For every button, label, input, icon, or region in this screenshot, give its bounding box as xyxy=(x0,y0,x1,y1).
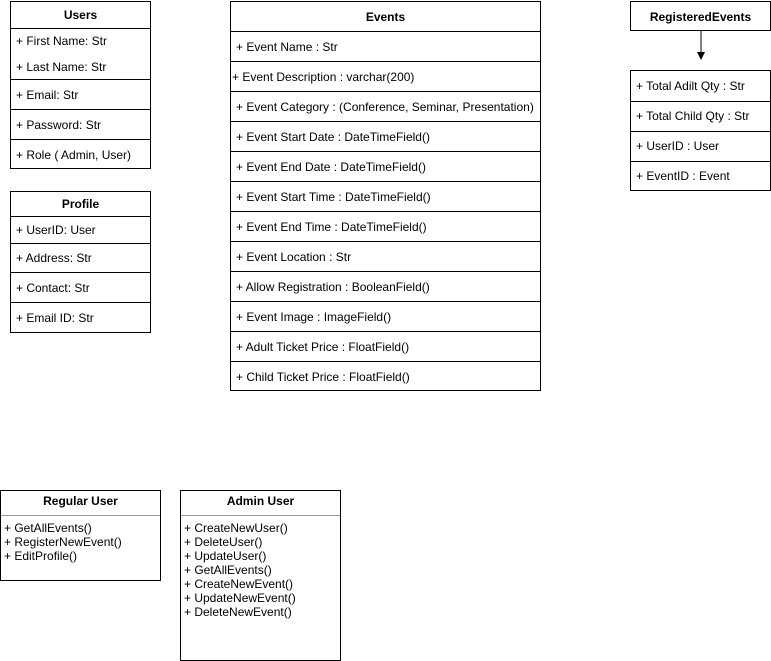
divider xyxy=(11,109,150,110)
regular-user-title: Regular User xyxy=(43,494,118,508)
divider xyxy=(231,121,540,122)
events-field: + Allow Registration : BooleanField() xyxy=(236,280,430,294)
registered-events-field: + Total Adilt Qty : Str xyxy=(636,79,745,93)
events-field: + Event End Date : DateTimeField() xyxy=(236,160,426,174)
divider xyxy=(631,161,770,162)
events-field: + Event End Time : DateTimeField() xyxy=(236,220,427,234)
admin-user-method: + CreateNewEvent() xyxy=(184,577,294,591)
divider xyxy=(631,101,770,102)
divider xyxy=(11,243,150,244)
events-field: + Event Name : Str xyxy=(236,40,338,54)
events-field: + Event Start Time : DateTimeField() xyxy=(236,190,431,204)
profile-field: + Address: Str xyxy=(16,251,92,265)
divider xyxy=(231,301,540,302)
divider xyxy=(231,31,540,32)
profile-class[interactable] xyxy=(10,191,151,333)
divider xyxy=(231,331,540,332)
divider xyxy=(1,515,160,516)
events-field: + Event Description : varchar(200) xyxy=(232,70,415,84)
admin-user-method: + DeleteUser() xyxy=(184,535,263,549)
events-field: + Child Ticket Price : FloatField() xyxy=(236,370,410,384)
divider xyxy=(11,272,150,273)
divider xyxy=(631,131,770,132)
registered-events-field: + UserID : User xyxy=(636,139,720,153)
events-field: + Event Location : Str xyxy=(236,250,352,264)
profile-field: + Contact: Str xyxy=(16,281,90,295)
users-field: + Last Name: Str xyxy=(16,60,107,74)
admin-user-method: + UpdateNewEvent() xyxy=(184,591,296,605)
divider xyxy=(231,241,540,242)
registered-events-fields[interactable] xyxy=(630,70,771,191)
divider xyxy=(231,151,540,152)
admin-user-methods xyxy=(184,521,296,619)
users-field: + Email: Str xyxy=(16,88,79,102)
events-field: + Event Category : (Conference, Seminar, Presentation) xyxy=(236,100,534,114)
events-field: + Adult Ticket Price : FloatField() xyxy=(236,340,410,354)
profile-field: + UserID: User xyxy=(16,223,96,237)
users-class-title: Users xyxy=(63,8,98,22)
arrow-down-icon xyxy=(693,31,709,61)
regular-user-method: + EditProfile() xyxy=(4,549,78,563)
divider xyxy=(231,181,540,182)
divider xyxy=(11,139,150,140)
events-class[interactable] xyxy=(230,1,541,391)
divider xyxy=(181,515,340,516)
events-class-title: Events xyxy=(365,10,406,24)
regular-user-method: + RegisterNewEvent() xyxy=(4,535,122,549)
divider xyxy=(231,271,540,272)
divider xyxy=(231,91,540,92)
registered-events-header[interactable] xyxy=(630,1,771,31)
divider xyxy=(11,302,150,303)
divider xyxy=(11,79,150,80)
divider xyxy=(231,211,540,212)
events-field: + Event Start Date : DateTimeField() xyxy=(236,130,430,144)
users-field: + Password: Str xyxy=(16,118,102,132)
regular-user-method: + GetAllEvents() xyxy=(4,521,92,535)
profile-field: + Email ID: Str xyxy=(16,311,94,325)
events-field: + Event Image : ImageField() xyxy=(236,310,392,324)
divider xyxy=(11,216,150,217)
users-field: + Role ( Admin, User) xyxy=(16,148,132,162)
registered-events-title: RegisteredEvents xyxy=(649,10,752,24)
divider xyxy=(11,28,150,29)
profile-class-title: Profile xyxy=(61,197,100,211)
regular-user-methods xyxy=(4,521,122,563)
divider xyxy=(231,61,540,62)
admin-user-method: + UpdateUser() xyxy=(184,549,267,563)
registered-events-field: + EventID : Event xyxy=(636,169,730,183)
admin-user-method: + DeleteNewEvent() xyxy=(184,605,292,619)
admin-user-method: + CreateNewUser() xyxy=(184,521,288,535)
divider xyxy=(231,361,540,362)
admin-user-class[interactable] xyxy=(180,490,341,661)
registered-events-field: + Total Child Qty : Str xyxy=(636,109,750,123)
users-class[interactable] xyxy=(10,1,151,169)
regular-user-class[interactable] xyxy=(0,490,161,581)
users-field: + First Name: Str xyxy=(16,34,108,48)
admin-user-method: + GetAllEvents() xyxy=(184,563,272,577)
admin-user-title: Admin User xyxy=(226,494,295,508)
